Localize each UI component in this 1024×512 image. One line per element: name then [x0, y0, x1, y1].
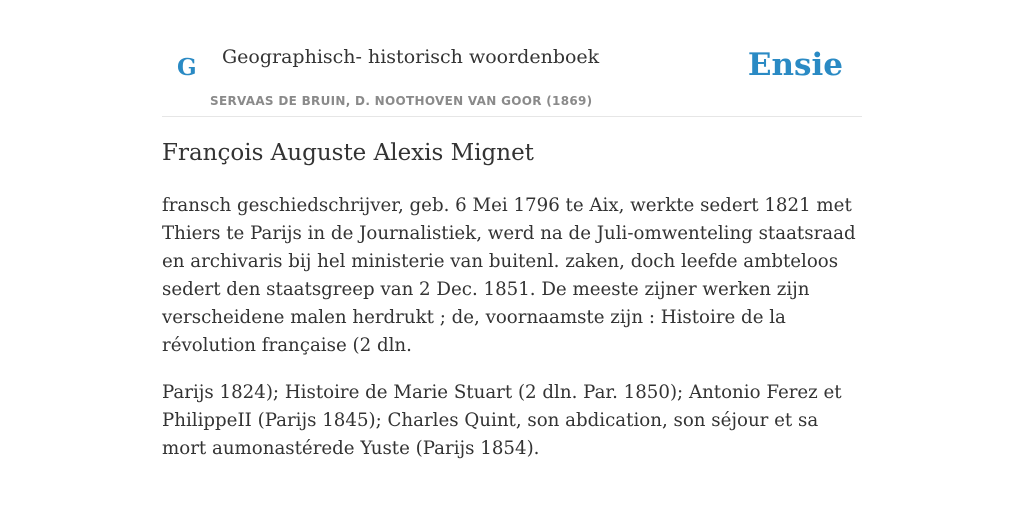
- book-title-link[interactable]: Geographisch- historisch woordenboek: [222, 46, 600, 68]
- book-authors: SERVAAS DE BRUIN, D. NOOTHOVEN VAN GOOR (1869): [210, 94, 593, 108]
- entry-title: François Auguste Alexis Mignet: [162, 140, 534, 166]
- book-letter-badge[interactable]: G: [177, 54, 197, 81]
- entry-body: [162, 192, 862, 482]
- book-header: [162, 0, 862, 117]
- ensie-logo[interactable]: Ensie: [747, 47, 843, 83]
- entry-paragraph: Parijs 1824); Histoire de Marie Stuart (2 dln. Par. 1850); Antonio Ferez et PhilippeII (Parijs 1845); Charles Quint, son abdication, son séjour et sa mort aumonastérede Yuste (Parijs 1854).: [162, 382, 842, 459]
- entry-paragraph: fransch geschiedschrijver, geb. 6 Mei 1796 te Aix, werkte sedert 1821 met Thiers te Parijs in de Journalistiek, werd na de Juli-omwenteling staatsraad en archivaris bij hel ministerie van buitenl. zaken, doch leefde ambteloos sedert den staatsgreep van 2 Dec. 1851. De meeste zijner werken zijn verscheidene malen herdrukt ; de, voornaamste zijn : Histoire de la révolution française (2 dln.: [162, 195, 856, 356]
